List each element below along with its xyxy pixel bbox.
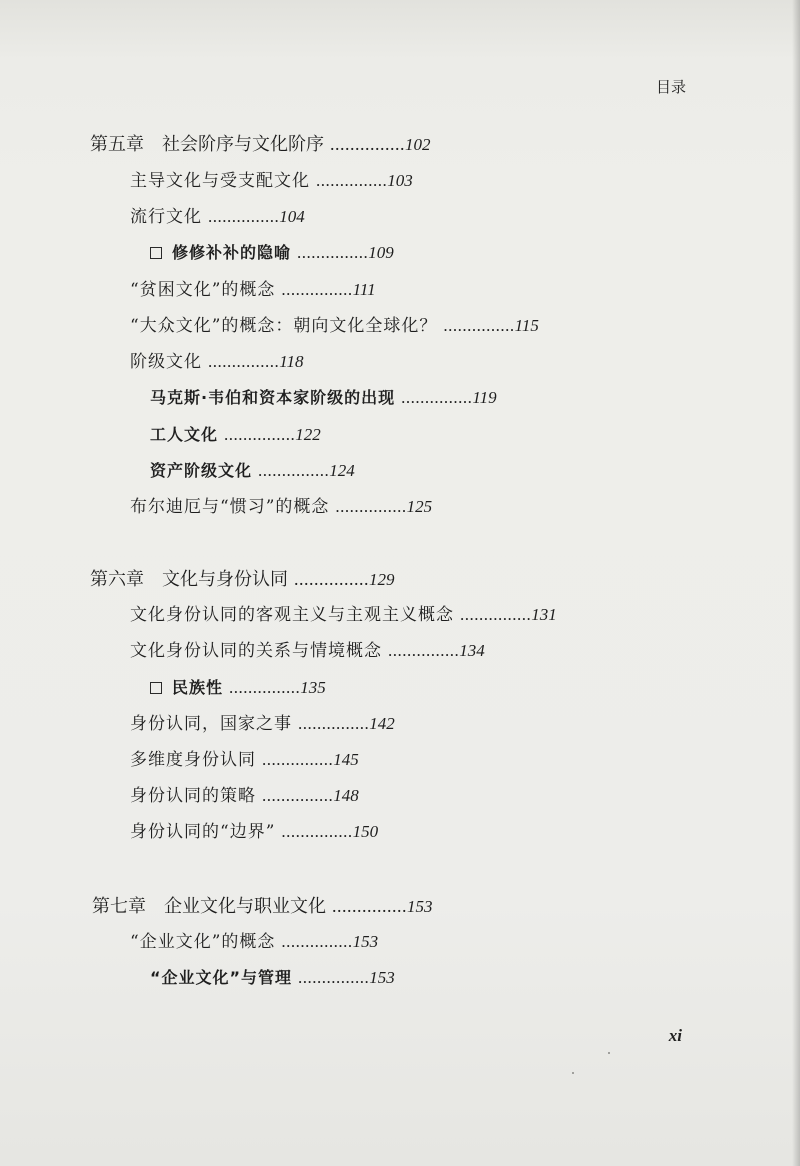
toc-entry: [130, 351, 304, 373]
page-number: 124: [329, 461, 355, 480]
toc-title: 资产阶级文化: [150, 461, 253, 480]
scan-speck: [572, 1072, 574, 1074]
toc-entry: [130, 749, 359, 771]
page-number: 153: [369, 968, 395, 987]
toc-entry: [130, 170, 413, 192]
dot-leader: ...............: [401, 388, 473, 407]
page-number: 122: [295, 425, 321, 444]
page-number: 148: [333, 786, 359, 805]
toc-chapter-6: [90, 568, 395, 591]
toc-title: “贫困文化”的概念: [130, 280, 276, 300]
page-number: 145: [333, 750, 359, 769]
dot-leader: ...............: [224, 425, 296, 444]
toc-title: 布尔迪厄与“惯习”的概念: [130, 497, 330, 517]
toc-entry-boxed: [150, 242, 394, 264]
toc-title: 主导文化与受支配文化: [130, 171, 310, 191]
page-number: 109: [368, 243, 394, 262]
page-number: 118: [279, 352, 304, 371]
dot-leader: ...............: [460, 605, 532, 624]
toc-title: 文化与身份认同: [162, 569, 288, 589]
dot-leader: ...............: [281, 822, 353, 841]
toc-chapter-7: [92, 895, 433, 918]
square-box-icon: [150, 682, 162, 694]
toc-entry: [130, 931, 378, 953]
dot-leader: ...............: [262, 750, 334, 769]
page-number: 135: [300, 678, 326, 697]
toc-title: 身份认同的策略: [130, 786, 256, 806]
dot-leader: ...............: [298, 714, 370, 733]
dot-leader: ...............: [281, 932, 353, 951]
toc-title: 文化身份认同的关系与情境概念: [130, 641, 382, 661]
page-number: 153: [352, 932, 379, 951]
toc-entry: [130, 315, 539, 337]
page-number: 134: [459, 641, 485, 660]
toc-title: 文化身份认同的客观主义与主观主义概念: [130, 605, 454, 625]
page-folio: xi: [668, 1026, 682, 1045]
page-edge-shadow: [792, 0, 800, 1166]
toc-title: 身份认同，国家之事: [130, 714, 292, 734]
running-head: 目录: [655, 78, 686, 96]
toc-entry: [130, 206, 305, 228]
dot-leader: ...............: [294, 569, 369, 589]
page-number: 153: [407, 897, 433, 916]
page-number: 142: [369, 714, 395, 733]
toc-entry: [130, 604, 557, 626]
toc-entry: [130, 821, 378, 843]
toc-entry-bold: [150, 424, 321, 446]
toc-title: 修修补补的隐喻: [172, 243, 292, 262]
toc-title: 马克斯·韦伯和资本家阶级的出现: [150, 388, 396, 407]
toc-title: 身份认同的“边界”: [130, 822, 276, 842]
toc-entry: [130, 785, 359, 807]
page-number: 111: [352, 280, 376, 299]
toc-title: 阶级文化: [130, 352, 202, 372]
dot-leader: ...............: [208, 207, 280, 226]
dot-leader: ...............: [297, 243, 369, 262]
page-number: 125: [406, 497, 433, 516]
dot-leader: ...............: [332, 896, 407, 916]
page-number: 131: [531, 605, 557, 624]
page-number: 102: [405, 135, 431, 154]
dot-leader: ...............: [298, 968, 370, 987]
toc-entry-boxed: [150, 677, 326, 699]
toc-title: “企业文化”的概念: [130, 932, 276, 952]
dot-leader: ...............: [335, 497, 407, 516]
dot-leader: ...............: [208, 352, 280, 371]
scan-speck: [608, 1052, 610, 1054]
toc-chapter-5: [90, 133, 431, 156]
toc-title: 流行文化: [130, 207, 202, 227]
toc-entry: [130, 279, 376, 301]
toc-title: 企业文化与职业文化: [164, 896, 326, 916]
chapter-label: 第七章: [92, 896, 146, 916]
dot-leader: ...............: [443, 316, 515, 335]
dot-leader: ...............: [258, 461, 330, 480]
chapter-label: 第六章: [90, 569, 144, 589]
page-number: 119: [472, 388, 497, 407]
dot-leader: ...............: [281, 280, 353, 299]
toc-entry: [130, 713, 395, 735]
dot-leader: ...............: [388, 641, 460, 660]
toc-entry-bold: [150, 460, 355, 482]
toc-entry: [130, 496, 432, 518]
chapter-label: 第五章: [90, 134, 144, 154]
page-number: 104: [279, 207, 305, 226]
toc-title: 民族性: [172, 678, 224, 697]
square-box-icon: [150, 247, 162, 259]
toc-entry-bold: [150, 967, 395, 989]
toc-title: “企业文化”与管理: [150, 968, 293, 987]
toc-entry-bold: [150, 387, 497, 409]
dot-leader: ...............: [229, 678, 301, 697]
toc-title: 社会阶序与文化阶序: [162, 134, 324, 154]
toc-title: “大众文化”的概念：朝向文化全球化？: [130, 316, 438, 336]
dot-leader: ...............: [316, 171, 388, 190]
dot-leader: ...............: [330, 134, 405, 154]
page-number: 103: [387, 171, 413, 190]
page-number: 115: [514, 316, 539, 335]
toc-entry: [130, 640, 485, 662]
page-number: 129: [369, 570, 395, 589]
toc-title: 多维度身份认同: [130, 750, 256, 770]
page-number: 150: [352, 822, 379, 841]
toc-title: 工人文化: [150, 425, 219, 444]
dot-leader: ...............: [262, 786, 334, 805]
